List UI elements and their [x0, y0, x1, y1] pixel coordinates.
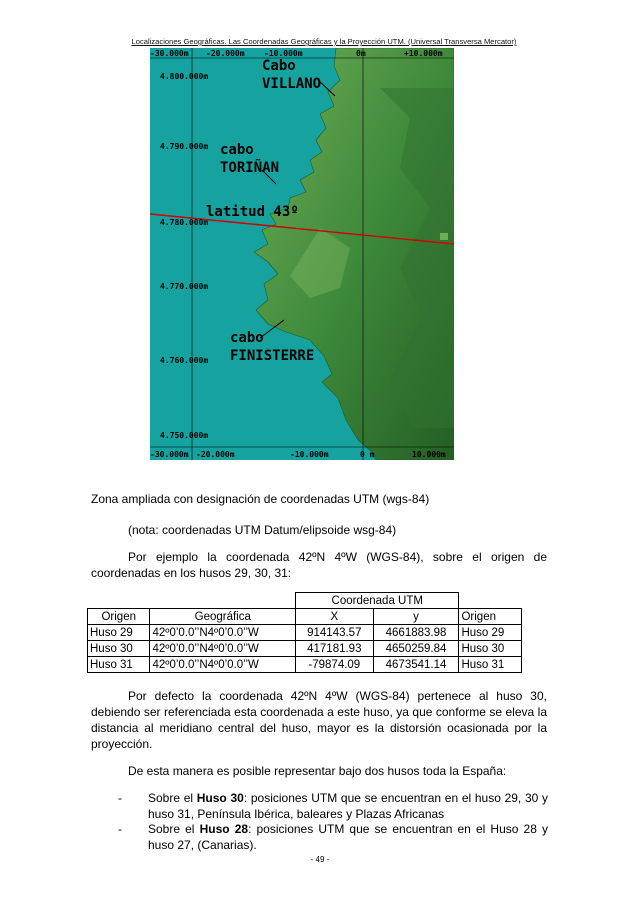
- cabo-finisterre-label: FINISTERRE: [230, 348, 315, 364]
- table-header: Geográfica: [150, 609, 296, 625]
- northing-label: 4.800.000m: [160, 72, 209, 81]
- table-cell: 4650259.84: [373, 641, 459, 657]
- top-easting-label: +10.000m: [404, 49, 443, 58]
- table-cell: Huso 31: [459, 657, 522, 673]
- table-cell: Huso 30: [88, 641, 150, 657]
- top-easting-label: -20.000m: [206, 49, 245, 58]
- bullet-text: [148, 790, 548, 822]
- bottom-easting-label: 10.000m: [412, 450, 446, 459]
- table-cell: 4673541.14: [373, 657, 459, 673]
- page-number: - 49 -: [310, 855, 330, 864]
- utm-map-figure: [150, 48, 454, 460]
- table-cell: 42º0’0.0’’N4º0’0.0’’W: [150, 625, 296, 641]
- table-empty-cell: [459, 593, 522, 609]
- island: [440, 233, 448, 240]
- bullet-dash: -: [118, 791, 122, 805]
- bottom-easting-label: -10.000m: [290, 450, 329, 459]
- bullet-prefix: Sobre el: [148, 822, 200, 836]
- latitude-label: latitud 43º: [206, 204, 299, 220]
- table-cell: 417181.93: [296, 641, 374, 657]
- cabo-torinan-label: TORIÑAN: [220, 160, 280, 176]
- cabo-villano-label: VILLANO: [262, 76, 322, 92]
- table-header: y: [373, 609, 459, 625]
- bullet-rest: : posiciones UTM que se encuentran en el Huso 28 y huso 27, (Canarias).: [148, 822, 548, 852]
- top-easting-label: 0m: [356, 49, 366, 58]
- figure-caption: Zona ampliada con designación de coordenadas UTM (wgs-84): [91, 492, 430, 506]
- cabo-torinan-label: cabo: [220, 142, 254, 158]
- table-group-header-row: [88, 593, 522, 609]
- bottom-easting-label: 0 m: [360, 450, 375, 459]
- table-row: [88, 625, 522, 641]
- top-easting-label: -10.000m: [264, 49, 303, 58]
- page-header: Localizaciones Geográficas. Las Coordenadas Geográficas y la Proyección UTM. (Universal Transversa Mercator): [131, 37, 517, 46]
- table-cell: Huso 29: [88, 625, 150, 641]
- table-empty-cell: [88, 593, 296, 609]
- bullet-bold: Huso 30: [196, 791, 244, 805]
- bottom-easting-label: -30.000m: [150, 450, 189, 459]
- table-cell: Huso 29: [459, 625, 522, 641]
- bullet-text: [148, 821, 548, 853]
- northing-label: 4.780.000m: [160, 218, 209, 227]
- table-header: Origen: [88, 609, 150, 625]
- paragraph-example: Por ejemplo la coordenada 42ºN 4ºW (WGS-84), sobre el origen de coordenadas en los husos 29, 30, 31:: [91, 550, 547, 580]
- top-easting-label: -30.000m: [150, 49, 189, 58]
- bullet-rest: : posiciones UTM que se encuentran en el huso 29, 30 y huso 31, Península Ibérica, baleares y Plazas Africanas: [148, 791, 548, 821]
- northing-label: 4.770.000m: [160, 282, 209, 291]
- bullet-dash: -: [118, 822, 122, 836]
- table-row: [88, 657, 522, 673]
- utm-coordinates-table: [87, 592, 522, 673]
- northing-label: 4.790.000m: [160, 142, 209, 151]
- northing-label: 4.750.000m: [160, 431, 209, 440]
- figure-note: (nota: coordenadas UTM Datum/elipsoide wsg-84): [128, 523, 397, 537]
- table-group-header: Coordenada UTM: [296, 593, 459, 609]
- cabo-villano-label: Cabo: [262, 58, 296, 74]
- table-cell: 42º0’0.0’’N4º0’0.0’’W: [150, 657, 296, 673]
- bullet-prefix: Sobre el: [148, 791, 197, 805]
- table-cell: Huso 31: [88, 657, 150, 673]
- bottom-easting-label: -20.000m: [196, 450, 235, 459]
- table-cell: -79874.09: [296, 657, 374, 673]
- northing-label: 4.760.000m: [160, 356, 209, 365]
- table-cell: 4661883.98: [373, 625, 459, 641]
- table-header: Origen: [459, 609, 522, 625]
- bullet-bold: Huso 28: [199, 822, 249, 836]
- table-header-row: [88, 609, 522, 625]
- cabo-finisterre-label: cabo: [230, 330, 264, 346]
- table-row: [88, 641, 522, 657]
- table-cell: 914143.57: [296, 625, 374, 641]
- paragraph-two-zones: De esta manera es posible representar bajo dos husos toda la España:: [128, 764, 507, 778]
- table-header: X: [296, 609, 374, 625]
- table-cell: Huso 30: [459, 641, 522, 657]
- utm-map-svg: [150, 48, 454, 460]
- table-cell: 42º0’0.0’’N4º0’0.0’’W: [150, 641, 296, 657]
- paragraph-default-zone: Por defecto la coordenada 42ºN 4ºW (WGS-84) pertenece al huso 30, debiendo ser referenciada esta coordenada a este huso, ya que conforme se eleva la distancia al meridiano central del huso, mayor es la distorsión ocasionada por la proyección.: [91, 689, 547, 751]
